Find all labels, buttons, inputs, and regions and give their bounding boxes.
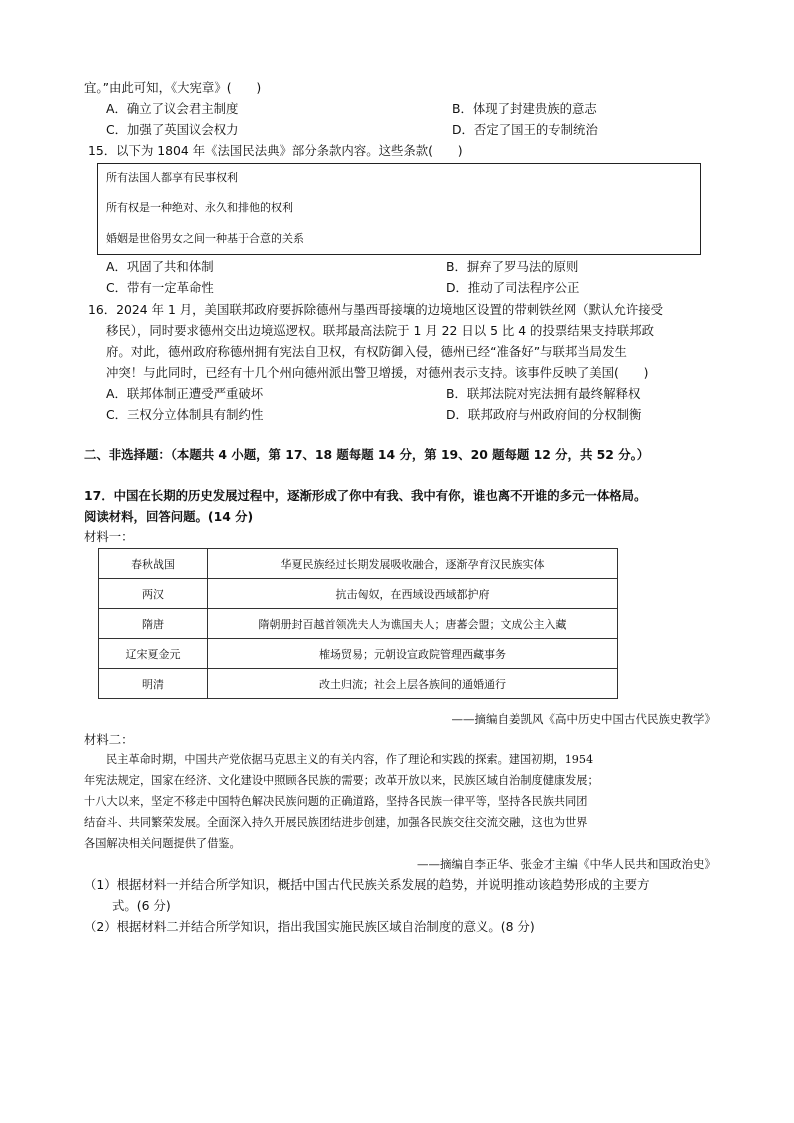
content-cell: 改土归流；社会上层各族间的通婚通行 (208, 669, 618, 699)
material1-label: 材料一： (84, 529, 134, 544)
q15-clause-box (97, 163, 701, 255)
q17-stem: 17．中国在长期的历史发展过程中，逐渐形成了你中有我、我中有你，谁也离不开谁的多元一体格局。 (84, 488, 647, 503)
q17-stem: 阅读材料，回答问题。(14 分) (84, 509, 254, 524)
material2-label: 材料二： (84, 732, 134, 747)
q16-option-a[interactable]: A．联邦体制正遭受严重破坏 (106, 386, 264, 401)
era-cell: 明清 (99, 669, 208, 699)
era-cell: 两汉 (99, 579, 208, 609)
q15-stem: 15．以下为 1804 年《法国民法典》部分条款内容。这些条款( ) (88, 143, 463, 158)
material1-source: ——摘编自姜凯风《高中历史中国古代民族史教学》 (451, 712, 716, 726)
material2-line: 十八大以来，坚定不移走中国特色解决民族问题的正确道路，坚持各民族一律平等，坚持各民族共同团 (84, 795, 588, 808)
material2-line: 民主革命时期，中国共产党依据马克思主义的有关内容，作了理论和实践的探索。建国初期，1954 (106, 753, 594, 766)
table-row (99, 639, 618, 669)
q16-stem-line: 府。对此，德州政府称德州拥有宪法自卫权，有权防御入侵，德州已经“准备好”与联邦当局发生 (106, 344, 627, 359)
q15-clause: 所有法国人都享有民事权利 (106, 171, 238, 184)
q15-option-d[interactable]: D．推动了司法程序公正 (446, 280, 580, 295)
q17-subquestion-1-cont: 式。(6 分) (112, 898, 171, 913)
era-cell: 春秋战国 (99, 549, 208, 579)
material2-source: ——摘编自李正华、张金才主编《中华人民共和国政治史》 (417, 857, 716, 871)
content-cell: 隋朝册封百越首领冼夫人为谯国夫人；唐蕃会盟；文成公主入藏 (208, 609, 618, 639)
section2-heading: 二、非选择题：（本题共 4 小题，第 17、18 题每题 14 分，第 19、20 题每题 12 分，共 52 分。） (84, 447, 650, 462)
table-row (99, 549, 618, 579)
content-cell: 华夏民族经过长期发展吸收融合，逐渐孕育汉民族实体 (208, 549, 618, 579)
q14-option-c[interactable]: C．加强了英国议会权力 (106, 122, 239, 137)
q16-option-b[interactable]: B．联邦法院对宪法拥有最终解释权 (446, 386, 641, 401)
era-table (98, 548, 618, 699)
table-row (99, 579, 618, 609)
q15-option-c[interactable]: C．带有一定革命性 (106, 280, 214, 295)
q16-stem-line: 冲突！与此同时，已经有十几个州向德州派出警卫增援，对德州表示支持。该事件反映了美国( ) (106, 365, 649, 380)
table-row (99, 609, 618, 639)
q15-option-a[interactable]: A．巩固了共和体制 (106, 259, 214, 274)
q16-stem-line: 移民），同时要求德州交出边境巡逻权。联邦最高法院于 1 月 22 日以 5 比 4 的投票结果支持联邦政 (106, 323, 654, 338)
era-cell: 隋唐 (99, 609, 208, 639)
q15-clause: 婚姻是世俗男女之间一种基于合意的关系 (106, 232, 304, 245)
era-cell: 辽宋夏金元 (99, 639, 208, 669)
content-cell: 抗击匈奴，在西域设西域都护府 (208, 579, 618, 609)
material2-line: 结奋斗、共同繁荣发展。全面深入持久开展民族团结进步创建，加强各民族交往交流交融，这也为世界 (84, 816, 588, 829)
q14-stem-tail: 宜。”由此可知，《大宪章》( ) (84, 80, 262, 95)
q17-subquestion-2: （2）根据材料二并结合所学知识，指出我国实施民族区域自治制度的意义。(8 分) (84, 919, 535, 934)
q14-option-a[interactable]: A．确立了议会君主制度 (106, 101, 239, 116)
material2-paragraph (84, 749, 712, 854)
q15-clause: 所有权是一种绝对、永久和排他的权利 (106, 201, 293, 214)
q16-option-c[interactable]: C．三权分立体制具有制约性 (106, 407, 264, 422)
q14-option-b[interactable]: B．体现了封建贵族的意志 (452, 101, 597, 116)
material2-line: 各国解决相关问题提供了借鉴。 (84, 837, 241, 850)
q16-option-d[interactable]: D．联邦政府与州政府间的分权制衡 (446, 407, 642, 422)
q15-option-b[interactable]: B．摒弃了罗马法的原则 (446, 259, 579, 274)
content-cell: 榷场贸易；元朝设宣政院管理西藏事务 (208, 639, 618, 669)
table-row (99, 669, 618, 699)
q16-stem-line: 16．2024 年 1 月，美国联邦政府要拆除德州与墨西哥接壤的边境地区设置的带刺铁丝网（默认允许接受 (88, 302, 664, 317)
material2-line: 年宪法规定，国家在经济、文化建设中照顾各民族的需要；改革开放以来，民族区域自治制度健康发展； (84, 774, 599, 787)
q14-option-d[interactable]: D．否定了国王的专制统治 (452, 122, 598, 137)
q17-subquestion-1: （1）根据材料一并结合所学知识，概括中国古代民族关系发展的趋势，并说明推动该趋势形成的主要方 (84, 877, 650, 892)
